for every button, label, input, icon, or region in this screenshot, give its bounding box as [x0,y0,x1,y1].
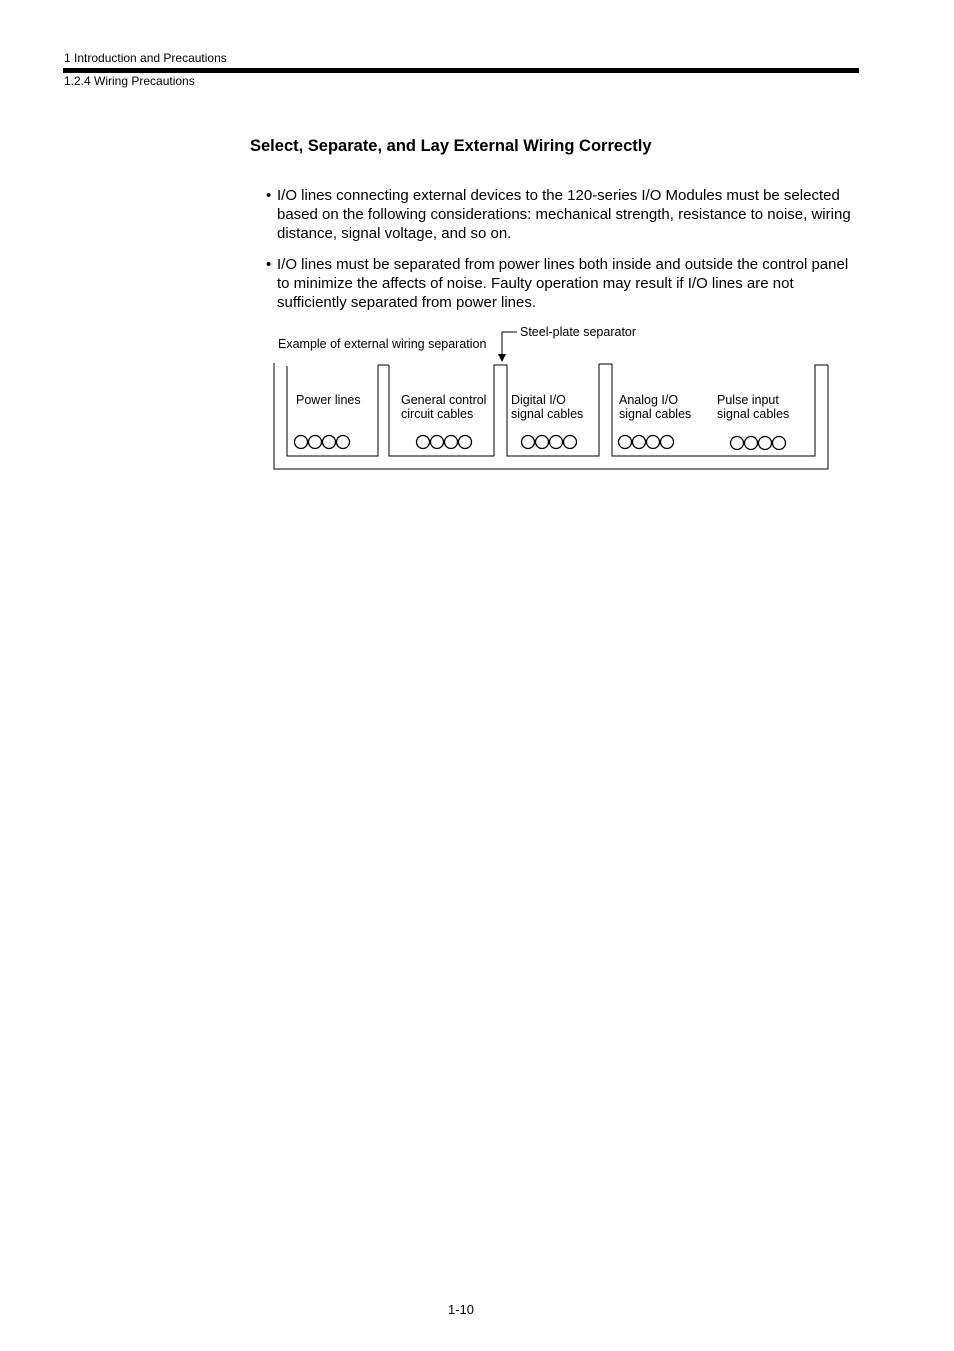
cable-bundle-analog-io [619,436,674,449]
header-section: 1.2.4 Wiring Precautions [64,74,195,88]
compartment-label-analog-io: Analog I/O [619,393,679,407]
diagram-caption: Example of external wiring separation [278,337,487,351]
cable-bundle-digital-io [522,436,577,449]
compartment-label-analog-io-2: signal cables [619,407,692,421]
page-number: 1-10 [448,1302,475,1317]
bullet-list [266,186,856,324]
compartment-label-general-control: General control [401,393,487,407]
compartment-label-pulse-input: Pulse input [717,393,779,407]
separator-arrow [498,332,517,362]
header-rule [63,68,859,73]
compartment-label-digital-io-2: signal cables [511,407,584,421]
compartment-label-pulse-input-2: signal cables [717,407,790,421]
compartment-label-general-control-2: circuit cables [401,407,474,421]
wiring-separation-diagram [262,318,832,478]
section-title: Select, Separate, and Lay External Wiring Correctly [250,137,652,155]
bullet-item: • I/O lines must be separated from power lines both inside and outside the control panel to minimize the affects of noise. Faulty operation may result if I/O lines are not sufficiently separated from power lines. [266,255,856,312]
compartment-label-digital-io: Digital I/O [511,393,566,407]
cable-bundle-power [295,436,350,449]
compartment-label-power: Power lines [296,393,361,407]
bullet-item: • I/O lines connecting external devices to the 120-series I/O Modules must be selected based on the following considerations: mechanical strength, resistance to noise, wiring distance, signal voltage, and so on. [266,186,856,243]
header-chapter: 1 Introduction and Precautions [64,51,227,65]
separator-label: Steel-plate separator [520,325,637,339]
cable-bundle-general-control [417,436,472,449]
cable-bundle-pulse-input [731,437,786,450]
